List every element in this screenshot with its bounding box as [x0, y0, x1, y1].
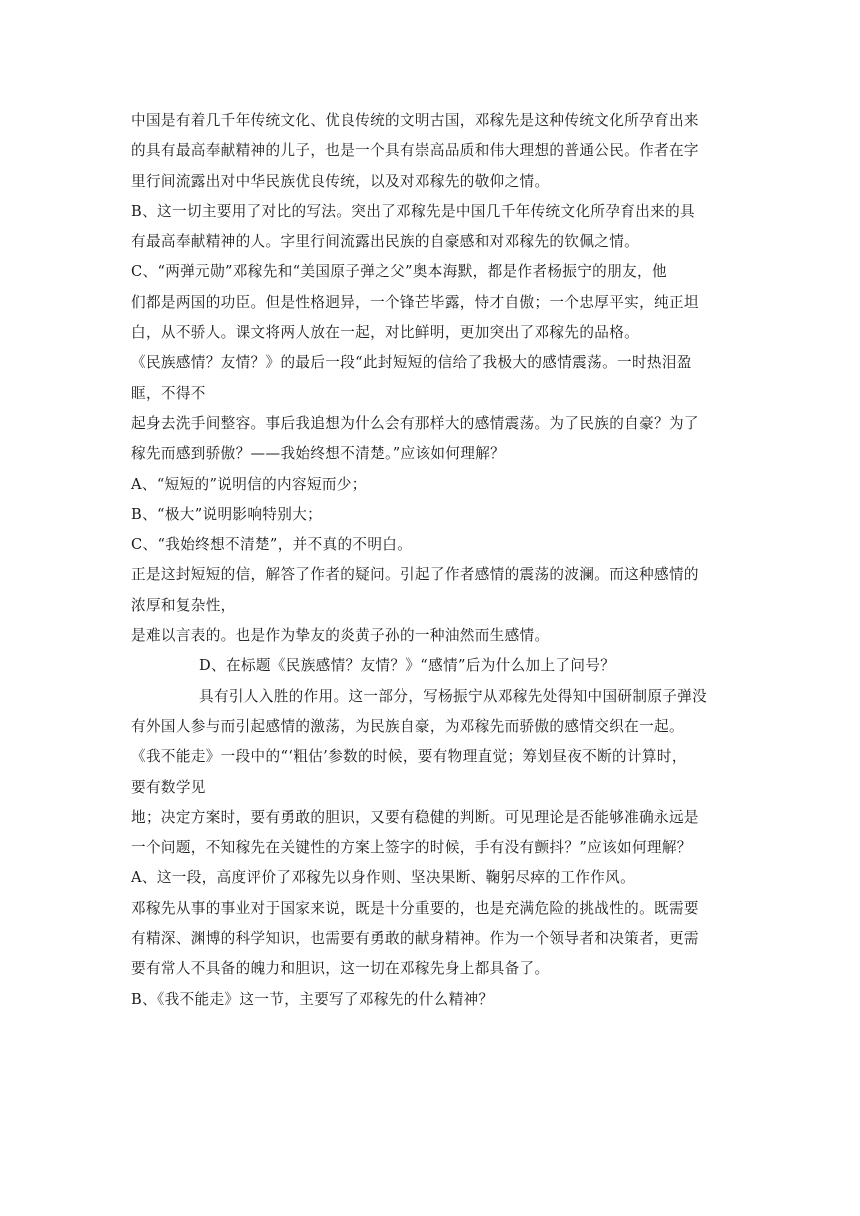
text-line: 里行间流露出对中华民族优良传统，以及对邓稼先的敬仰之情。: [131, 172, 550, 190]
answer-c-line: C、“两弹元勋”邓稼先和“美国原子弹之父”奥本海默，都是作者杨振宁的朋友，他: [131, 263, 667, 281]
answer-b-line: B、“极大”说明影响特别大；: [131, 505, 323, 523]
answer-a-line: A、这一段，高度评价了邓稼先以身作则、坚决果断、鞠躬尽瘁的工作作风。: [131, 869, 636, 887]
answer-a-line: A、“短短的”说明信的内容短而少；: [131, 475, 367, 493]
document-body: [131, 106, 731, 1015]
text-line: 浓厚和复杂性，: [131, 596, 236, 614]
text-line: 有最高奉献精神的人。字里行间流露出民族的自豪感和对邓稼先的钦佩之情。: [131, 233, 640, 251]
text-line: 们都是两国的功臣。但是性格迥异，一个锋芒毕露，恃才自傲；一个忠厚平实，纯正坦: [131, 293, 699, 311]
text-line: 正是这封短短的信，解答了作者的疑问。引起了作者感情的震荡的波澜。而这种感情的: [131, 566, 699, 584]
text-line: 起身去洗手间整容。事后我追想为什么会有那样大的感情震荡。为了民族的自豪？为了: [131, 414, 699, 432]
text-line: 要有数学见: [131, 778, 206, 796]
text-line: 地；决定方案时，要有勇敢的胆识，又要有稳健的判断。可见理论是否能够准确永远是: [131, 808, 699, 826]
question-line: 《民族感情？友情？》的最后一段“此封短短的信给了我极大的感情震荡。一时热泪盈: [131, 354, 692, 372]
text-line: 白，从不骄人。课文将两人放在一起，对比鲜明，更加突出了邓稼先的品格。: [131, 324, 640, 342]
text-line: 中国是有着几千年传统文化、优良传统的文明古国，邓稼先是这种传统文化所孕育出来: [131, 112, 699, 129]
answer-b-line: B、这一切主要用了对比的写法。突出了邓稼先是中国几千年传统文化所孕育出来的具: [131, 202, 695, 220]
question-line: 《我不能走》一段中的“‘粗估’参数的时候，要有物理直觉；筹划昼夜不断的计算时，: [131, 748, 687, 766]
text-line: 一个问题，不知稼先在关键性的方案上签字的时候，手有没有颤抖？”应该如何理解？: [131, 839, 692, 857]
text-line: 的具有最高奉献精神的儿子，也是一个具有崇高品质和伟大理想的普通公民。作者在字: [131, 142, 699, 160]
answer-d-line: D、在标题《民族感情？友情？》“感情”后为什么加上了问号？: [199, 657, 616, 675]
text-line: 要有常人不具备的魄力和胆识，这一切在邓稼先身上都具备了。: [131, 960, 550, 978]
text-line: 邓稼先从事的事业对于国家来说，既是十分重要的，也是充满危险的挑战性的。既需要: [131, 899, 699, 917]
answer-c-line: C、“我始终想不清楚”，并不真的不明白。: [131, 536, 413, 554]
text-line: 眶，不得不: [131, 384, 206, 402]
text-line: 有外国人参与而引起感情的激荡，为民族自豪，为邓稼先而骄傲的感情交织在一起。: [131, 717, 684, 735]
text-line: 稼先而感到骄傲？——我始终想不清楚。”应该如何理解？: [131, 445, 506, 463]
text-line: 有精深、渊博的科学知识，也需要有勇敢的献身精神。作为一个领导者和决策者，更需: [131, 930, 699, 948]
text-line: 是难以言表的。也是作为挚友的炎黄子孙的一种油然而生感情。: [131, 627, 550, 645]
text-line: 具有引人入胜的作用。这一部分，写杨振宁从邓稼先处得知中国研制原子弹没: [199, 687, 708, 705]
answer-b-line: B、《我不能走》这一节，主要写了邓稼先的什么精神？: [131, 990, 494, 1008]
